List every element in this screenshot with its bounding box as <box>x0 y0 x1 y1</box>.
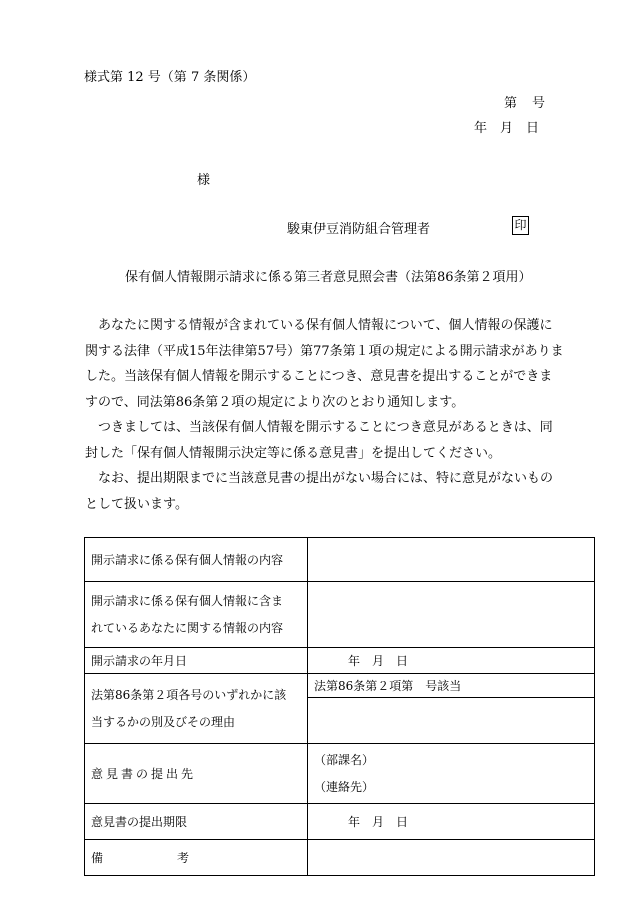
table-row <box>85 744 595 804</box>
row4-label <box>85 674 308 744</box>
row1-label: 開示請求に係る保有個人情報の内容 <box>85 538 308 582</box>
body-paragraph-2: つきましては、当該保有個人情報を開示することにつき意見があるときは、同封した「保有個人情報開示決定等に係る意見書」を提出してください。 <box>85 420 553 461</box>
table-row <box>85 804 595 840</box>
document-title: 保有個人情報開示請求に係る第三者意見照会書（法第86条第２項用） <box>125 270 532 285</box>
row7-label <box>85 840 308 876</box>
form-number: 様式第 12 号（第 7 条関係） <box>84 70 256 85</box>
row3-label: 開示請求の年月日 <box>85 648 308 674</box>
body-paragraph-3: なお、提出期限までに当該意見書の提出がない場合には、特に意見がないものとして扱います。 <box>85 471 554 512</box>
info-table <box>84 537 595 876</box>
body-paragraph-1: あなたに関する情報が含まれている保有個人情報について、個人情報の保護に関する法律（平成15年法律第57号）第77条第１項の規定による開示請求がありました。当該保有個人情報を開示することにつき、意見書を提出することができますので、同法第86条第２項の規定により次のとおり通知します。 <box>85 318 564 410</box>
row5-label: 意見書の提出先 <box>85 744 308 804</box>
row5-dept: （部課名） <box>314 752 375 767</box>
table-row <box>85 674 595 698</box>
seal-box: 印 <box>512 216 529 235</box>
row7-value <box>308 840 595 876</box>
row2-label-line1: 開示請求に係る保有個人情報に含ま <box>91 593 284 608</box>
row2-value <box>308 582 595 648</box>
row4-label-line2: 当するかの別及びその理由 <box>91 714 236 729</box>
row2-label <box>85 582 308 648</box>
row4-value: 法第86条第２項第 号該当 <box>308 674 595 698</box>
row7-label-b: 考 <box>176 851 189 865</box>
document-number: 第 号 <box>504 96 547 111</box>
row4-label-line1: 法第86条第２項各号のいずれかに該 <box>91 687 287 702</box>
row5-value <box>308 744 595 804</box>
sender-name: 駿東伊豆消防組合管理者 <box>287 222 431 237</box>
table-row <box>85 840 595 876</box>
row1-value <box>308 538 595 582</box>
table-row <box>85 648 595 674</box>
row5-contact: （連絡先） <box>314 779 375 794</box>
row6-label: 意見書の提出期限 <box>85 804 308 840</box>
row4-blank <box>308 698 595 744</box>
row7-label-a: 備 <box>91 851 104 865</box>
body-text <box>85 313 565 517</box>
table-row <box>85 582 595 648</box>
row3-value: 年 月 日 <box>308 648 595 674</box>
row2-label-line2: れているあなたに関する情報の内容 <box>91 620 284 635</box>
document-date: 年 月 日 <box>474 121 540 136</box>
addressee-honorific: 様 <box>197 173 211 188</box>
row6-value: 年 月 日 <box>308 804 595 840</box>
table-row <box>85 538 595 582</box>
